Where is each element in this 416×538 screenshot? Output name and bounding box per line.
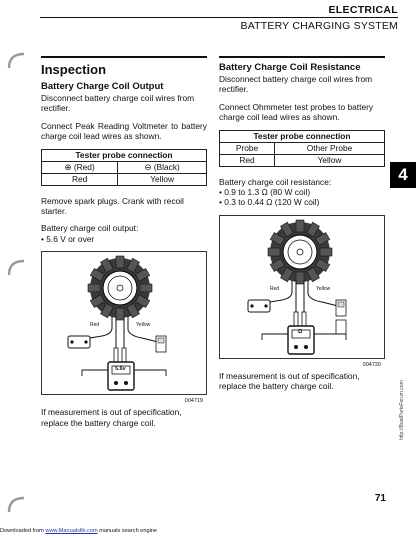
column-rule <box>219 56 385 58</box>
paragraph: Remove spark plugs. Crank with recoil starter. <box>41 195 184 217</box>
voltmeter-test-figure <box>41 251 207 405</box>
footer-prefix: Downloaded from <box>0 528 44 534</box>
paragraph: Connect Peak Reading Voltmeter to battery charge coil lead wires as shown. <box>41 120 207 142</box>
watermark-url: http://BoatPartsForum.com <box>399 380 405 440</box>
figure-id: 004720 <box>362 361 381 368</box>
table-cell: Yellow <box>118 173 207 185</box>
meter-reading: 5.6v <box>115 366 126 373</box>
probe-connection-table <box>41 149 207 186</box>
table-header-cell: ⊕ (Red) <box>42 161 118 173</box>
table-cell: Yellow <box>275 154 385 166</box>
footer-link[interactable]: www.Manualslib.com <box>45 528 98 534</box>
probe-connection-table <box>219 130 385 167</box>
figure-id: 004719 <box>184 398 203 405</box>
stator-ohmmeter-diagram <box>220 216 386 360</box>
wire-label-yellow: Yellow <box>316 285 331 292</box>
list-item: • 5.6 V or over <box>41 234 207 244</box>
left-column <box>41 56 207 435</box>
wire-label-red: Red <box>270 285 280 292</box>
paragraph: Battery charge coil resistance: <box>219 176 332 187</box>
stator-voltmeter-diagram <box>42 252 208 396</box>
subsection-heading: Battery Charge Coil Resistance <box>219 62 361 73</box>
table-caption: Tester probe connection <box>220 130 385 142</box>
wire-label-yellow: Yellow <box>136 322 151 329</box>
paragraph: Battery charge coil output: <box>41 223 139 234</box>
page-number: 71 <box>374 493 386 504</box>
spec-list <box>41 234 207 244</box>
section-subtitle: BATTERY CHARGING SYSTEM <box>240 20 398 32</box>
table-cell: Red <box>220 154 275 166</box>
binder-hole-mark <box>6 50 28 72</box>
binder-hole-mark <box>6 257 28 279</box>
column-rule <box>41 56 207 58</box>
binder-hole-mark <box>6 494 28 516</box>
meter-reading: Ω <box>298 328 303 335</box>
subsection-heading: Battery Charge Coil Output <box>41 81 164 92</box>
paragraph: If measurement is out of specification, replace the battery charge coil. <box>41 407 182 428</box>
paragraph: Disconnect battery charge coil wires from rectifier. <box>41 93 195 114</box>
table-header-cell: Other Probe <box>275 142 385 154</box>
table-header-cell: ⊖ (Black) <box>118 161 207 173</box>
ohmmeter-test-figure <box>219 215 385 368</box>
table-header-cell: Probe <box>220 142 275 154</box>
right-column <box>219 56 385 399</box>
chapter-title: ELECTRICAL <box>328 4 398 16</box>
table-caption: Tester probe connection <box>42 149 207 161</box>
download-footer <box>0 528 157 534</box>
list-item: • 0.9 to 1.3 Ω (80 W coil) <box>219 187 385 197</box>
table-cell: Red <box>42 173 118 185</box>
paragraph: Disconnect battery charge coil wires from rectifier. <box>219 74 373 95</box>
footer-suffix: manuals search engine <box>99 528 158 534</box>
list-item: • 0.3 to 0.44 Ω (120 W coil) <box>219 197 385 207</box>
chapter-tab: 4 <box>390 162 416 188</box>
paragraph: Connect Ohmmeter test probes to battery charge coil lead wires as shown. <box>219 101 374 123</box>
spec-list <box>219 187 385 208</box>
header-rule <box>40 17 398 18</box>
wire-label-red: Red <box>90 322 100 329</box>
section-heading: Inspection <box>41 62 107 77</box>
paragraph: If measurement is out of specification, replace the battery charge coil. <box>219 370 360 392</box>
